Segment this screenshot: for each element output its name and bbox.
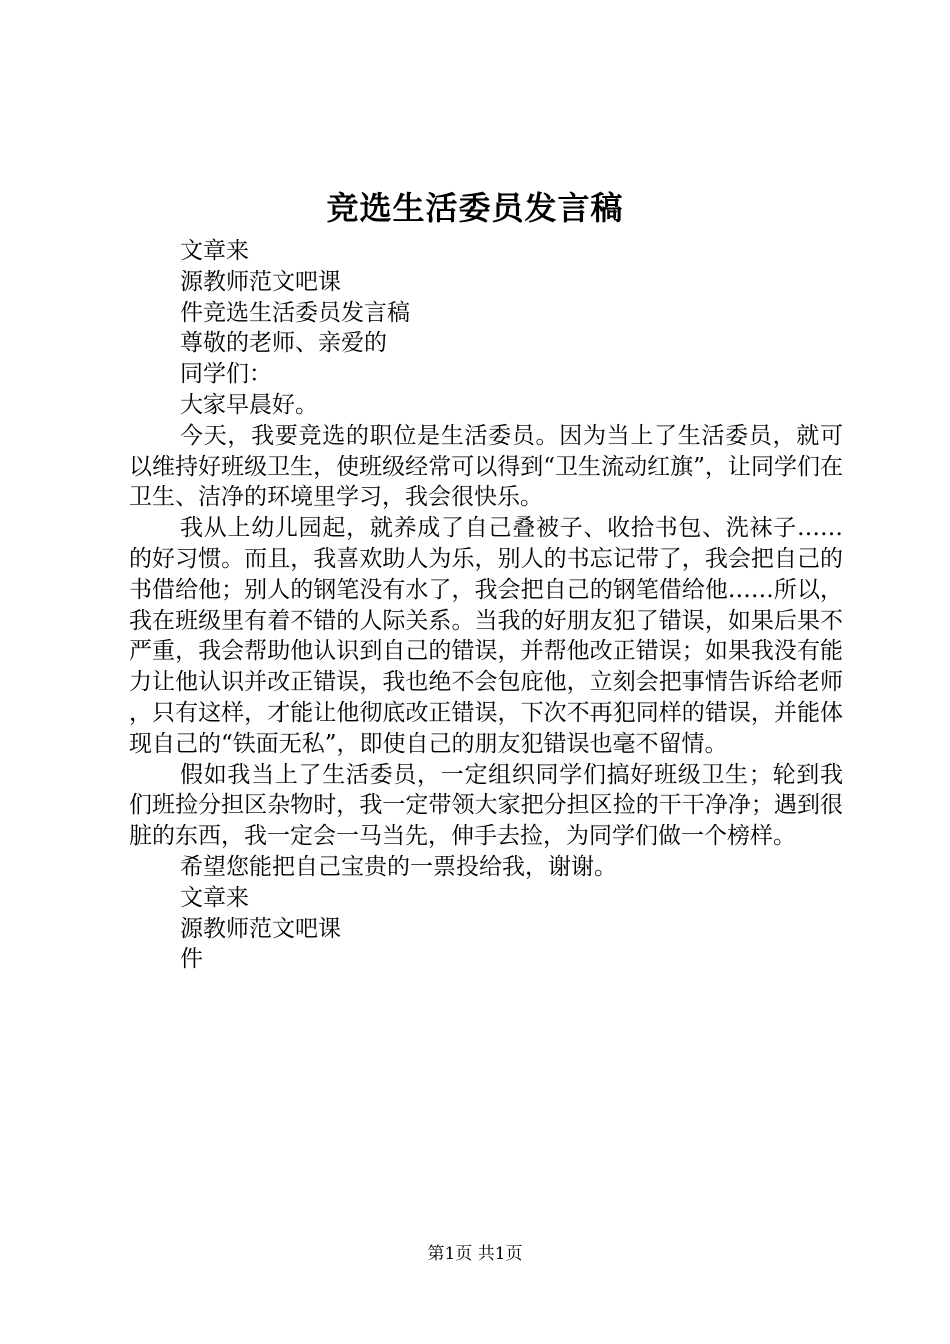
greeting-line: 大家早晨好。	[180, 391, 318, 418]
source-line: 件	[180, 946, 203, 973]
body-paragraph: 今天，我要竞选的职位是生活委员。因为当上了生活委员，就可以维持好班级卫生，使班级经常可以得到“卫生流动红旗”，让同学们在卫生、洁净的环境里学习，我会很快乐。	[129, 422, 843, 511]
document-title: 竞选生活委员发言稿	[326, 189, 624, 227]
document-body	[129, 236, 843, 975]
source-line: 源教师范文吧课	[180, 915, 341, 942]
source-line: 源教师范文吧课	[180, 268, 341, 295]
source-line: 文章来	[180, 884, 249, 911]
salutation-line: 尊敬的老师、亲爱的	[180, 330, 387, 357]
page-footer: 第1页 共1页	[427, 1244, 523, 1264]
closing-line: 希望您能把自己宝贵的一票投给我，谢谢。	[180, 853, 617, 880]
body-paragraph: 假如我当上了生活委员，一定组织同学们搞好班级卫生；轮到我们班捡分担区杂物时，我一定带领大家把分担区捡的干干净净；遇到很脏的东西，我一定会一马当先，伸手去捡，为同学们做一个榜样。	[129, 761, 843, 850]
body-paragraph: 我从上幼儿园起，就养成了自己叠被子、收拾书包、洗袜子……的好习惯。而且，我喜欢助人为乐，别人的书忘记带了，我会把自己的书借给他；别人的钢笔没有水了，我会把自己的钢笔借给他……所以，我在班级里有着不错的人际关系。当我的好朋友犯了错误，如果后果不严重，我会帮助他认识到自己的错误，并帮他改正错误；如果我没有能力让他认识并改正错误，我也绝不会包庇他，立刻会把事情告诉给老师，只有这样，才能让他彻底改正错误，下次不再犯同样的错误，并能体现自己的“铁面无私”，即使自己的朋友犯错误也毫不留情。	[129, 515, 843, 757]
salutation-line: 同学们：	[180, 361, 272, 388]
source-line: 文章来	[180, 238, 249, 264]
source-line: 件竞选生活委员发言稿	[180, 299, 410, 326]
